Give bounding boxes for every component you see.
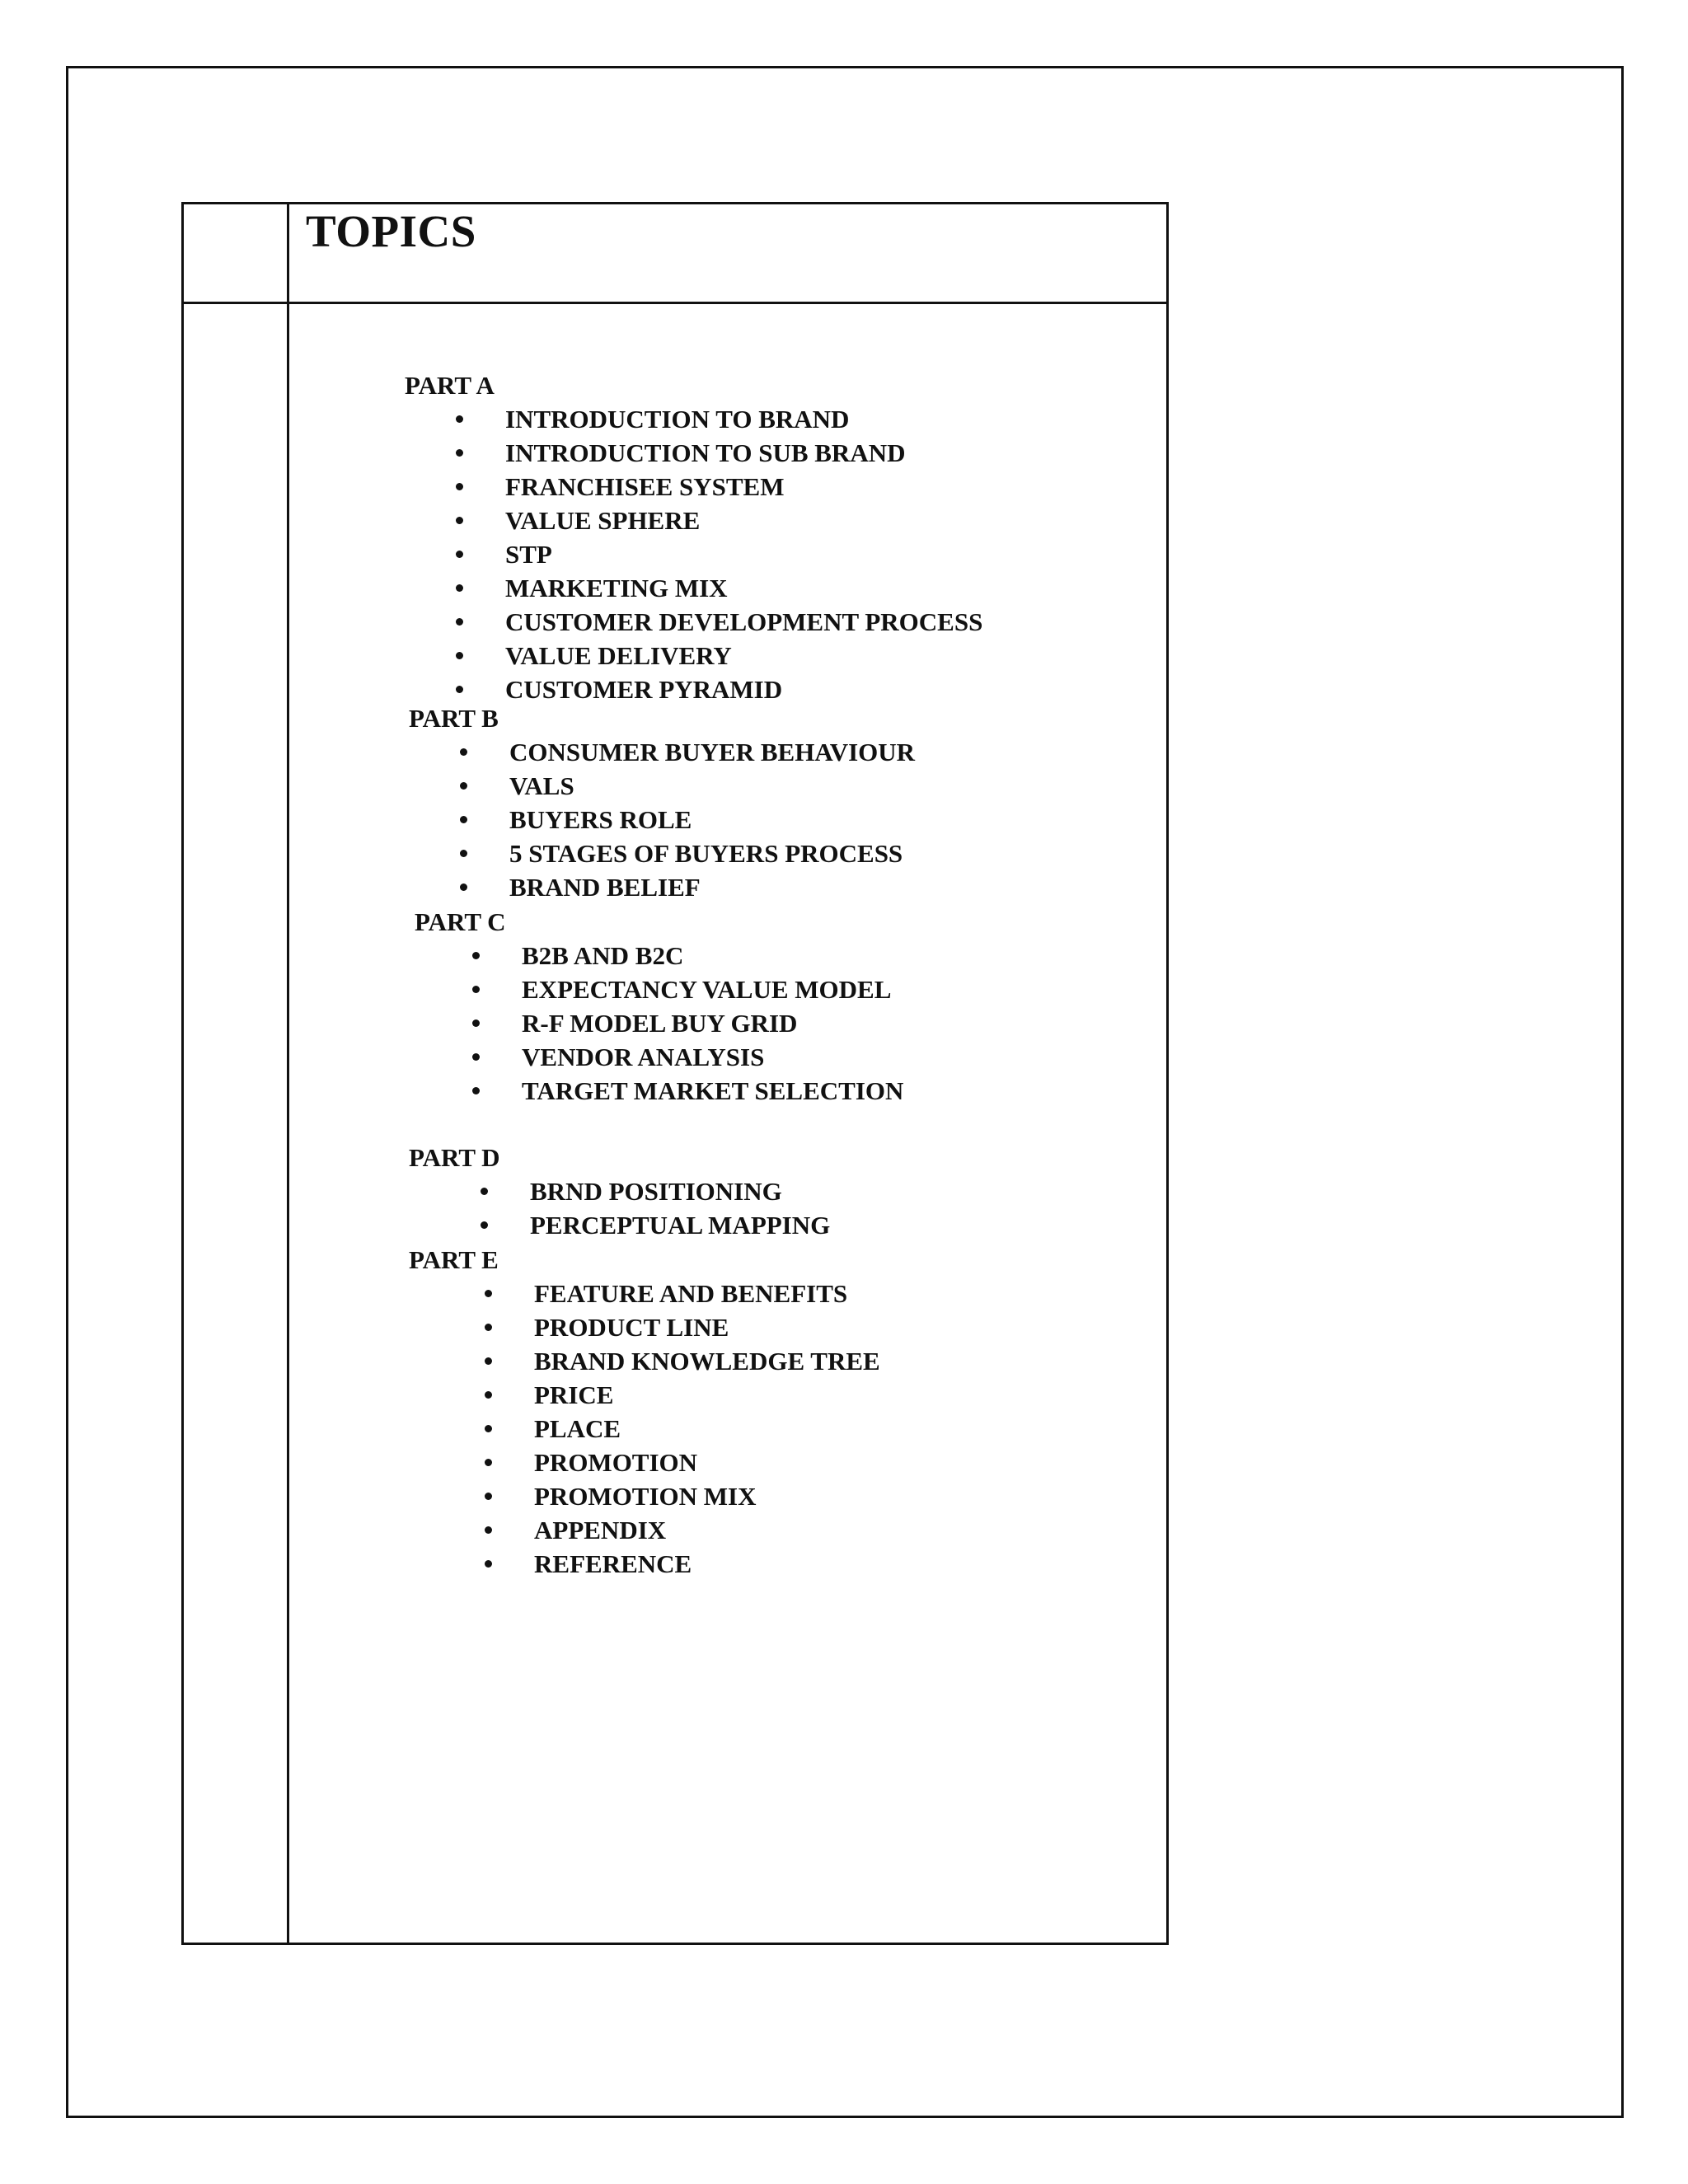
list-item [184, 939, 684, 972]
bullet-icon [485, 1425, 492, 1432]
bullet-icon [456, 551, 463, 558]
bullet-icon [472, 1053, 480, 1061]
part-d-items [184, 1174, 831, 1242]
part-b-label: PART B [409, 704, 499, 733]
list-item [184, 571, 728, 605]
list-item [184, 605, 983, 639]
bullet-icon [456, 652, 463, 659]
part-a-items [184, 402, 983, 706]
list-item-text: PLACE [534, 1414, 621, 1443]
list-item [184, 436, 906, 470]
list-item [184, 769, 574, 803]
part-d-label: PART D [409, 1143, 500, 1172]
table-row-divider [184, 302, 1166, 304]
list-item-text: BUYERS ROLE [509, 805, 692, 834]
part-c-label: PART C [415, 907, 506, 936]
bullet-icon [485, 1357, 492, 1365]
bullet-icon [460, 782, 467, 790]
list-item [184, 1547, 692, 1581]
list-item-text: VALUE DELIVERY [505, 641, 732, 670]
bullet-icon [472, 1019, 480, 1027]
list-item-text: PROMOTION [534, 1448, 698, 1477]
part-e-label: PART E [409, 1245, 499, 1274]
list-item [184, 673, 783, 706]
list-item [184, 1006, 798, 1040]
list-item [184, 1513, 667, 1547]
list-item [184, 1040, 765, 1074]
bullet-icon [472, 1087, 480, 1094]
list-item [184, 1378, 614, 1412]
list-item [184, 504, 701, 537]
bullet-icon [485, 1560, 492, 1568]
list-item [184, 803, 692, 837]
list-item-text: PRODUCT LINE [534, 1313, 729, 1342]
list-item-text: TARGET MARKET SELECTION [522, 1076, 904, 1105]
list-item-text: B2B AND B2C [522, 941, 684, 970]
list-item [184, 972, 892, 1006]
bullet-icon [456, 483, 463, 490]
part-a-section [184, 369, 983, 706]
bullet-icon [481, 1188, 488, 1195]
part-b-section [184, 702, 916, 904]
bullet-icon [481, 1221, 488, 1229]
list-item [184, 1174, 782, 1208]
list-item [184, 1277, 848, 1310]
bullet-icon [460, 816, 467, 823]
bullet-icon [456, 449, 463, 457]
list-item [184, 470, 785, 504]
part-c-section [184, 906, 904, 1108]
list-item-text: CUSTOMER PYRAMID [505, 675, 783, 704]
bullet-icon [456, 584, 463, 592]
list-item-text: CUSTOMER DEVELOPMENT PROCESS [505, 607, 983, 636]
list-item-text: PRICE [534, 1380, 614, 1409]
list-item-text: INTRODUCTION TO SUB BRAND [505, 438, 906, 467]
bullet-icon [485, 1526, 492, 1534]
list-item [184, 1479, 757, 1513]
list-item-text: BRND POSITIONING [530, 1177, 782, 1206]
bullet-icon [485, 1459, 492, 1466]
list-item [184, 1310, 729, 1344]
topics-table [181, 202, 1169, 1945]
list-item [184, 1344, 880, 1378]
page-title: TOPICS [306, 206, 476, 256]
bullet-icon [485, 1493, 492, 1500]
part-d-section [184, 1141, 831, 1242]
bullet-icon [460, 850, 467, 857]
part-e-section [184, 1244, 880, 1581]
bullet-icon [485, 1324, 492, 1331]
list-item [184, 402, 850, 436]
bullet-icon [472, 986, 480, 993]
list-item [184, 1208, 831, 1242]
part-a-label: PART A [405, 371, 495, 400]
list-item-text: BRAND KNOWLEDGE TREE [534, 1347, 880, 1376]
bullet-icon [460, 883, 467, 891]
part-b-items [184, 735, 916, 904]
list-item-text: FEATURE AND BENEFITS [534, 1279, 848, 1308]
bullet-icon [456, 618, 463, 626]
bullet-icon [456, 517, 463, 524]
list-item [184, 1074, 904, 1108]
list-item-text: 5 STAGES OF BUYERS PROCESS [509, 839, 903, 868]
list-item-text: PROMOTION MIX [534, 1482, 757, 1511]
list-item-text: REFERENCE [534, 1549, 692, 1578]
bullet-icon [472, 952, 480, 959]
list-item-text: VENDOR ANALYSIS [522, 1043, 765, 1071]
list-item [184, 1412, 621, 1446]
list-item [184, 837, 903, 870]
bullet-icon [485, 1391, 492, 1399]
list-item-text: MARKETING MIX [505, 574, 728, 602]
list-item-text: FRANCHISEE SYSTEM [505, 472, 785, 501]
list-item-text: APPENDIX [534, 1516, 667, 1544]
list-item-text: VALUE SPHERE [505, 506, 701, 535]
bullet-icon [456, 686, 463, 693]
list-item [184, 1446, 698, 1479]
list-item-text: STP [505, 540, 552, 569]
list-item [184, 639, 732, 673]
bullet-icon [456, 415, 463, 423]
part-e-items [184, 1277, 880, 1581]
list-item-text: VALS [509, 771, 574, 800]
list-item-text: BRAND BELIEF [509, 873, 701, 902]
list-item-text: EXPECTANCY VALUE MODEL [522, 975, 892, 1004]
list-item [184, 537, 552, 571]
part-c-items [184, 939, 904, 1108]
list-item-text: CONSUMER BUYER BEHAVIOUR [509, 738, 916, 766]
bullet-icon [460, 748, 467, 756]
list-item-text: PERCEPTUAL MAPPING [530, 1211, 831, 1240]
list-item [184, 870, 701, 904]
bullet-icon [485, 1290, 492, 1297]
list-item [184, 735, 916, 769]
list-item-text: INTRODUCTION TO BRAND [505, 405, 850, 434]
list-item-text: R-F MODEL BUY GRID [522, 1009, 798, 1038]
